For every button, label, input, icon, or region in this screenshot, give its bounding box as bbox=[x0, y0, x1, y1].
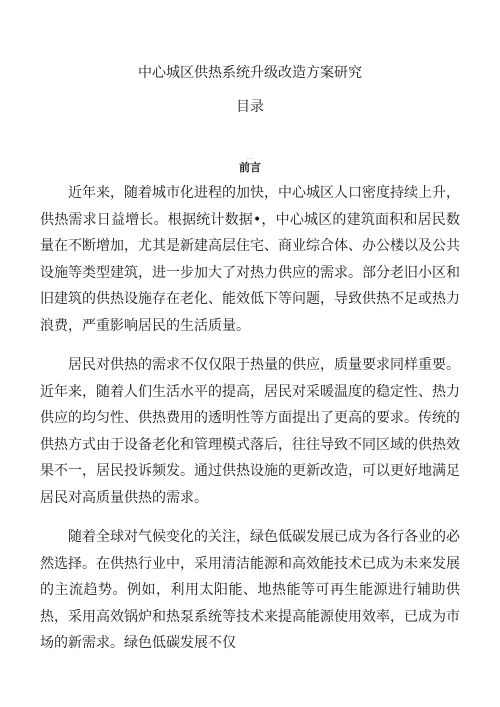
document-body bbox=[40, 180, 460, 670]
document-title: 中心城区供热系统升级改造方案研究 bbox=[138, 65, 362, 81]
section-heading-small-text: ... bbox=[246, 155, 254, 161]
paragraph-1: 近年来，随着城市化进程的加快，中心城区人口密度持续上升，供热需求日益增长。根据统计数据•，中心城区的建筑面积和居民数量在不断增加，尤其是新建高层住宅、商业综合体、办公楼以及公共设施等类型建筑，进一步加大了对热力供应的需求。部分老旧小区和旧建筑的供热设施存在老化、能效低下等问题，导致供热不足或热力浪费，严重影响居民的生活质量。 bbox=[40, 185, 460, 334]
toc-heading: 目录 bbox=[236, 99, 264, 115]
paragraph-3: 随着全球对气候变化的关注，绿色低碳发展已成为各行各业的必然选择。在供热行业中，采用清洁能源和高效能技术已成为未来发展的主流趋势。例如，利用太阳能、地热能等可再生能源进行辅助供热，采用高效锅炉和热泵系统等技术来提高能源使用效率，已成为市场的新需求。绿色低碳发展不仅 bbox=[40, 529, 460, 651]
section-heading-text: 前言 bbox=[239, 161, 261, 174]
paragraph-2: 居民对供热的需求不仅仅限于热量的供应，质量要求同样重要。近年来，随着人们生活水平的提高，居民对采暖温度的稳定性、热力供应的均匀性、供热费用的透明性等方面提出了更高的要求。传统的供热方式由于设备老化和管理模式落后，往往导致不同区域的供热效果不一，居民投诉频发。通过供热设施的更新改造，可以更好地满足居民对高质量供热的需求。 bbox=[40, 357, 460, 506]
section-heading bbox=[0, 155, 500, 174]
